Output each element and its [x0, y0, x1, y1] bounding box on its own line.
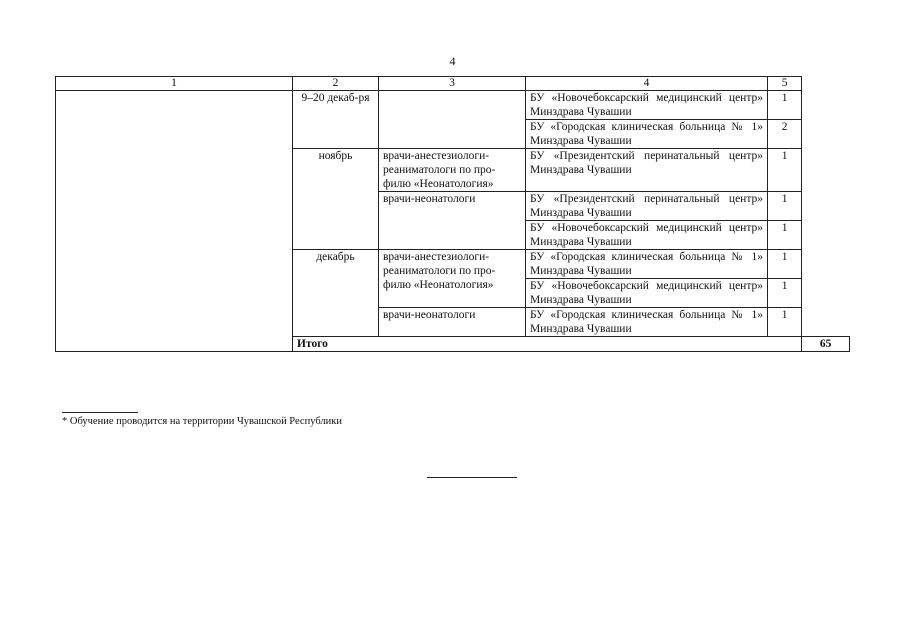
count-cell: 1 — [768, 308, 802, 337]
header-cell-4: 4 — [526, 77, 768, 91]
footnote: * Обучение проводится на территории Чувашской Республики — [62, 416, 342, 427]
total-value: 65 — [802, 337, 850, 352]
count-cell: 1 — [768, 91, 802, 120]
organization-cell: БУ «Новочебоксарский медицинский центр» Минздрава Чувашии — [526, 91, 768, 120]
organization-cell: БУ «Городская клиническая больница № 1» Минздрава Чувашии — [526, 250, 768, 279]
table-row — [56, 91, 850, 120]
header-cell-1: 1 — [56, 77, 293, 91]
specialty-cell: врачи-анестезиологи-реаниматологи по про-филю «Неонатология» — [379, 149, 526, 192]
organization-cell: БУ «Новочебоксарский медицинский центр» Минздрава Чувашии — [526, 221, 768, 250]
footnote-separator — [62, 412, 138, 413]
specialty-cell: врачи-неонатологи — [379, 192, 526, 250]
count-cell: 1 — [768, 279, 802, 308]
organization-cell: БУ «Городская клиническая больница № 1» Минздрава Чувашии — [526, 120, 768, 149]
total-label: Итого — [293, 337, 802, 352]
header-cell-5: 5 — [768, 77, 802, 91]
count-cell: 1 — [768, 149, 802, 192]
page-number: 4 — [449, 54, 456, 68]
month-cell: ноябрь — [293, 149, 379, 250]
period-cell: 9–20 декаб-ря — [293, 91, 379, 149]
organization-cell: БУ «Президентский перинатальный центр» Минздрава Чувашии — [526, 149, 768, 192]
organization-cell: БУ «Новочебоксарский медицинский центр» Минздрава Чувашии — [526, 279, 768, 308]
empty-col1-cell — [56, 91, 293, 352]
count-cell: 2 — [768, 120, 802, 149]
organization-cell: БУ «Городская клиническая больница № 1» Минздрава Чувашии — [526, 308, 768, 337]
count-cell: 1 — [768, 221, 802, 250]
month-cell: декабрь — [293, 250, 379, 337]
end-separator — [427, 477, 517, 478]
training-table — [55, 76, 850, 352]
header-cell-2: 2 — [293, 77, 379, 91]
count-cell: 1 — [768, 250, 802, 279]
count-cell: 1 — [768, 192, 802, 221]
header-cell-3: 3 — [379, 77, 526, 91]
organization-cell: БУ «Президентский перинатальный центр» Минздрава Чувашии — [526, 192, 768, 221]
specialty-empty-cell — [379, 91, 526, 149]
specialty-cell: врачи-анестезиологи-реаниматологи по про-филю «Неонатология» — [379, 250, 526, 308]
table-header-row — [56, 77, 850, 91]
specialty-cell: врачи-неонатологи — [379, 308, 526, 337]
